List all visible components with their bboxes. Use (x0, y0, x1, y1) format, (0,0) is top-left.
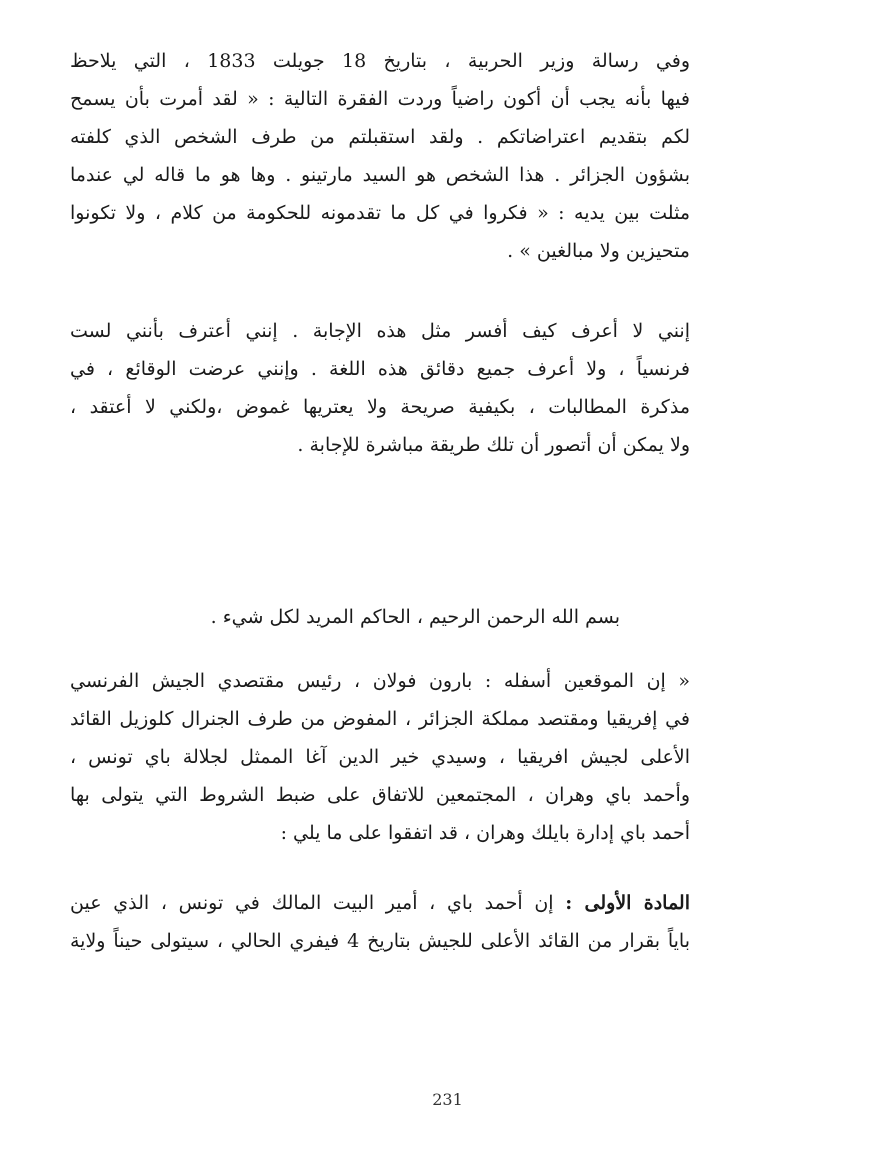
text-line: في إفريقيا ومقتصد مملكة الجزائر ، المفوض من طرف الجنرال كلوزيل القائد (70, 708, 690, 730)
text-line: باياً بقرار من القائد الأعلى للجيش بتاريخ 4 فيفري الحالي ، سيتولى حيناً ولاية (70, 930, 690, 952)
article-heading: المادة الأولى : (565, 892, 690, 914)
text-line: ولا يمكن أن أتصور أن تلك طريقة مباشرة للإجابة . (297, 434, 690, 456)
text-line: مثلت بين يديه : « فكروا في كل ما تقدمونه للحكومة من كلام ، ولا تكونوا (70, 202, 690, 224)
text-line: وفي رسالة وزير الحربية ، بتاريخ 18 جويلت 1833 ، التي يلاحظ (70, 50, 690, 72)
text-line: فرنسياً ، ولا أعرف جميع دقائق هذه اللغة . وإنني عرضت الوقائع ، في (70, 358, 690, 380)
basmala-line: بسم الله الرحمن الرحيم ، الحاكم المريد لكل شيء . (210, 606, 620, 628)
paragraph-1 (70, 42, 690, 270)
text-line: فيها بأنه يجب أن أكون راضياً وردت الفقرة التالية : « لقد أمرت بأن يسمح (70, 88, 690, 110)
text-line (70, 884, 690, 922)
paragraph-2 (70, 312, 690, 464)
paragraph-4 (70, 884, 690, 960)
paragraph-3 (70, 662, 690, 852)
text-line: مذكرة المطالبات ، بكيفية صريحة ولا يعتريها غموض ،ولكني لا أعتقد ، (70, 396, 690, 418)
text-line: بشؤون الجزائر . هذا الشخص هو السيد مارتينو . وها هو ما قاله لي عندما (70, 164, 690, 186)
text-line: إنني لا أعرف كيف أفسر مثل هذه الإجابة . إنني أعترف بأنني لست (70, 320, 690, 342)
text-line: أحمد باي إدارة بايلك وهران ، قد اتفقوا على ما يلي : (280, 822, 690, 844)
text-line: متحيزين ولا مبالغين » . (507, 240, 690, 262)
text-line: « إن الموقعين أسفله : بارون فولان ، رئيس مقتصدي الجيش الفرنسي (70, 670, 690, 692)
text-line: وأحمد باي وهران ، المجتمعين للاتفاق على ضبط الشروط التي يتولى بها (70, 784, 690, 806)
text-line: لكم بتقديم اعتراضاتكم . ولقد استقبلتم من طرف الشخص الذي كلفته (70, 126, 690, 148)
text-line: الأعلى لجيش افريقيا ، وسيدي خير الدين آغا الممثل لجلالة باي تونس ، (70, 746, 690, 768)
page-number: 231 (432, 1090, 463, 1109)
article-text: إن أحمد باي ، أمير البيت المالك في تونس ، الذي عين (70, 892, 554, 914)
